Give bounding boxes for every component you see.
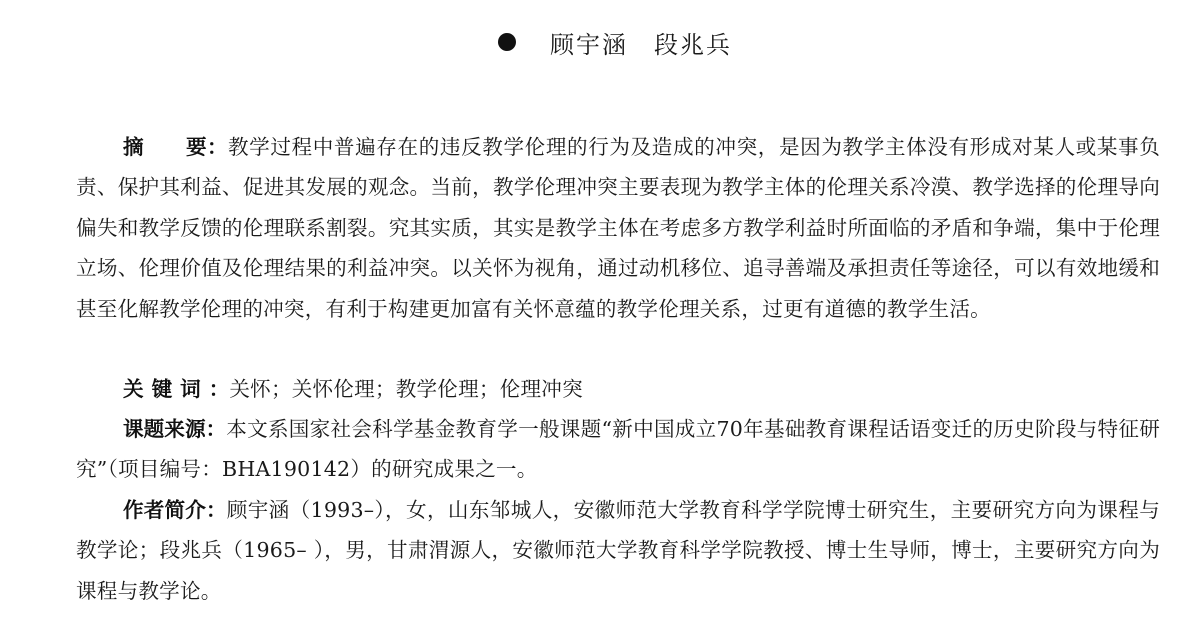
author-names	[550, 25, 732, 60]
author-name: 段兆兵	[654, 30, 732, 59]
author-bio-paragraph: 作者简介：顾宇涵（1993–），女，山东邹城人，安徽师范大学教育科学学院博士研究生，主要研究方向为课程与教学论；段兆兵（1965– ），男，甘肃渭源人，安徽师范大学教育科学学院教授、博士生导师，博士，主要研究方向为课程与教学论。	[76, 498, 1160, 603]
keywords-paragraph: 关键词：关怀；关怀伦理；教学伦理；伦理冲突	[123, 377, 583, 401]
bio-text: 顾宇涵（1993–），女，山东邹城人，安徽师范大学教育科学学院博士研究生，主要研究方向为课程与教学论；段兆兵（1965– ），男，甘肃渭源人，安徽师范大学教育科学学院教授、博士生导师，博士，主要研究方向为课程与教学论。	[76, 498, 1160, 603]
funding-paragraph: 课题来源：本文系国家社会科学基金教育学一般课题“新中国成立70年基础教育课程话语变迁的历史阶段与特征研究”（项目编号：BHA190142）的研究成果之一。	[76, 417, 1161, 482]
abstract-text: 教学过程中普遍存在的违反教学伦理的行为及造成的冲突，是因为教学主体没有形成对某人或某事负责、保护其利益、促进其发展的观念。当前，教学伦理冲突主要表现为教学主体的伦理关系冷漠、教学选择的伦理导向偏失和教学反馈的伦理联系割裂。究其实质，其实是教学主体在考虑多方教学利益时所面临的矛盾和争端，集中于伦理立场、伦理价值及伦理结果的利益冲突。以关怀为视角，通过动机移位、追寻善端及承担责任等途径，可以有效地缓和甚至化解教学伦理的冲突，有利于构建更加富有关怀意蕴的教学伦理关系，过更有道德的教学生活。	[76, 135, 1161, 321]
bullet-icon	[498, 33, 516, 51]
author-name: 顾宇涵	[550, 30, 628, 59]
keywords-text: 关怀；关怀伦理；教学伦理；伦理冲突	[229, 377, 583, 401]
bio-label: 作者简介	[123, 498, 206, 522]
funding-label: 课题来源	[123, 417, 206, 441]
keywords-label: 关键词	[123, 377, 209, 401]
abstract-label: 摘 要	[123, 135, 207, 159]
funding-text: 本文系国家社会科学基金教育学一般课题“新中国成立70年基础教育课程话语变迁的历史阶段与特征研究”（项目编号：BHA190142）的研究成果之一。	[76, 417, 1161, 482]
author-header	[0, 22, 1200, 62]
abstract-paragraph: 摘 要：教学过程中普遍存在的违反教学伦理的行为及造成的冲突，是因为教学主体没有形成对某人或某事负责、保护其利益、促进其发展的观念。当前，教学伦理冲突主要表现为教学主体的伦理关系冷漠、教学选择的伦理导向偏失和教学反馈的伦理联系割裂。究其实质，其实是教学主体在考虑多方教学利益时所面临的矛盾和争端，集中于伦理立场、伦理价值及伦理结果的利益冲突。以关怀为视角，通过动机移位、追寻善端及承担责任等途径，可以有效地缓和甚至化解教学伦理的冲突，有利于构建更加富有关怀意蕴的教学伦理关系，过更有道德的教学生活。	[76, 135, 1161, 321]
